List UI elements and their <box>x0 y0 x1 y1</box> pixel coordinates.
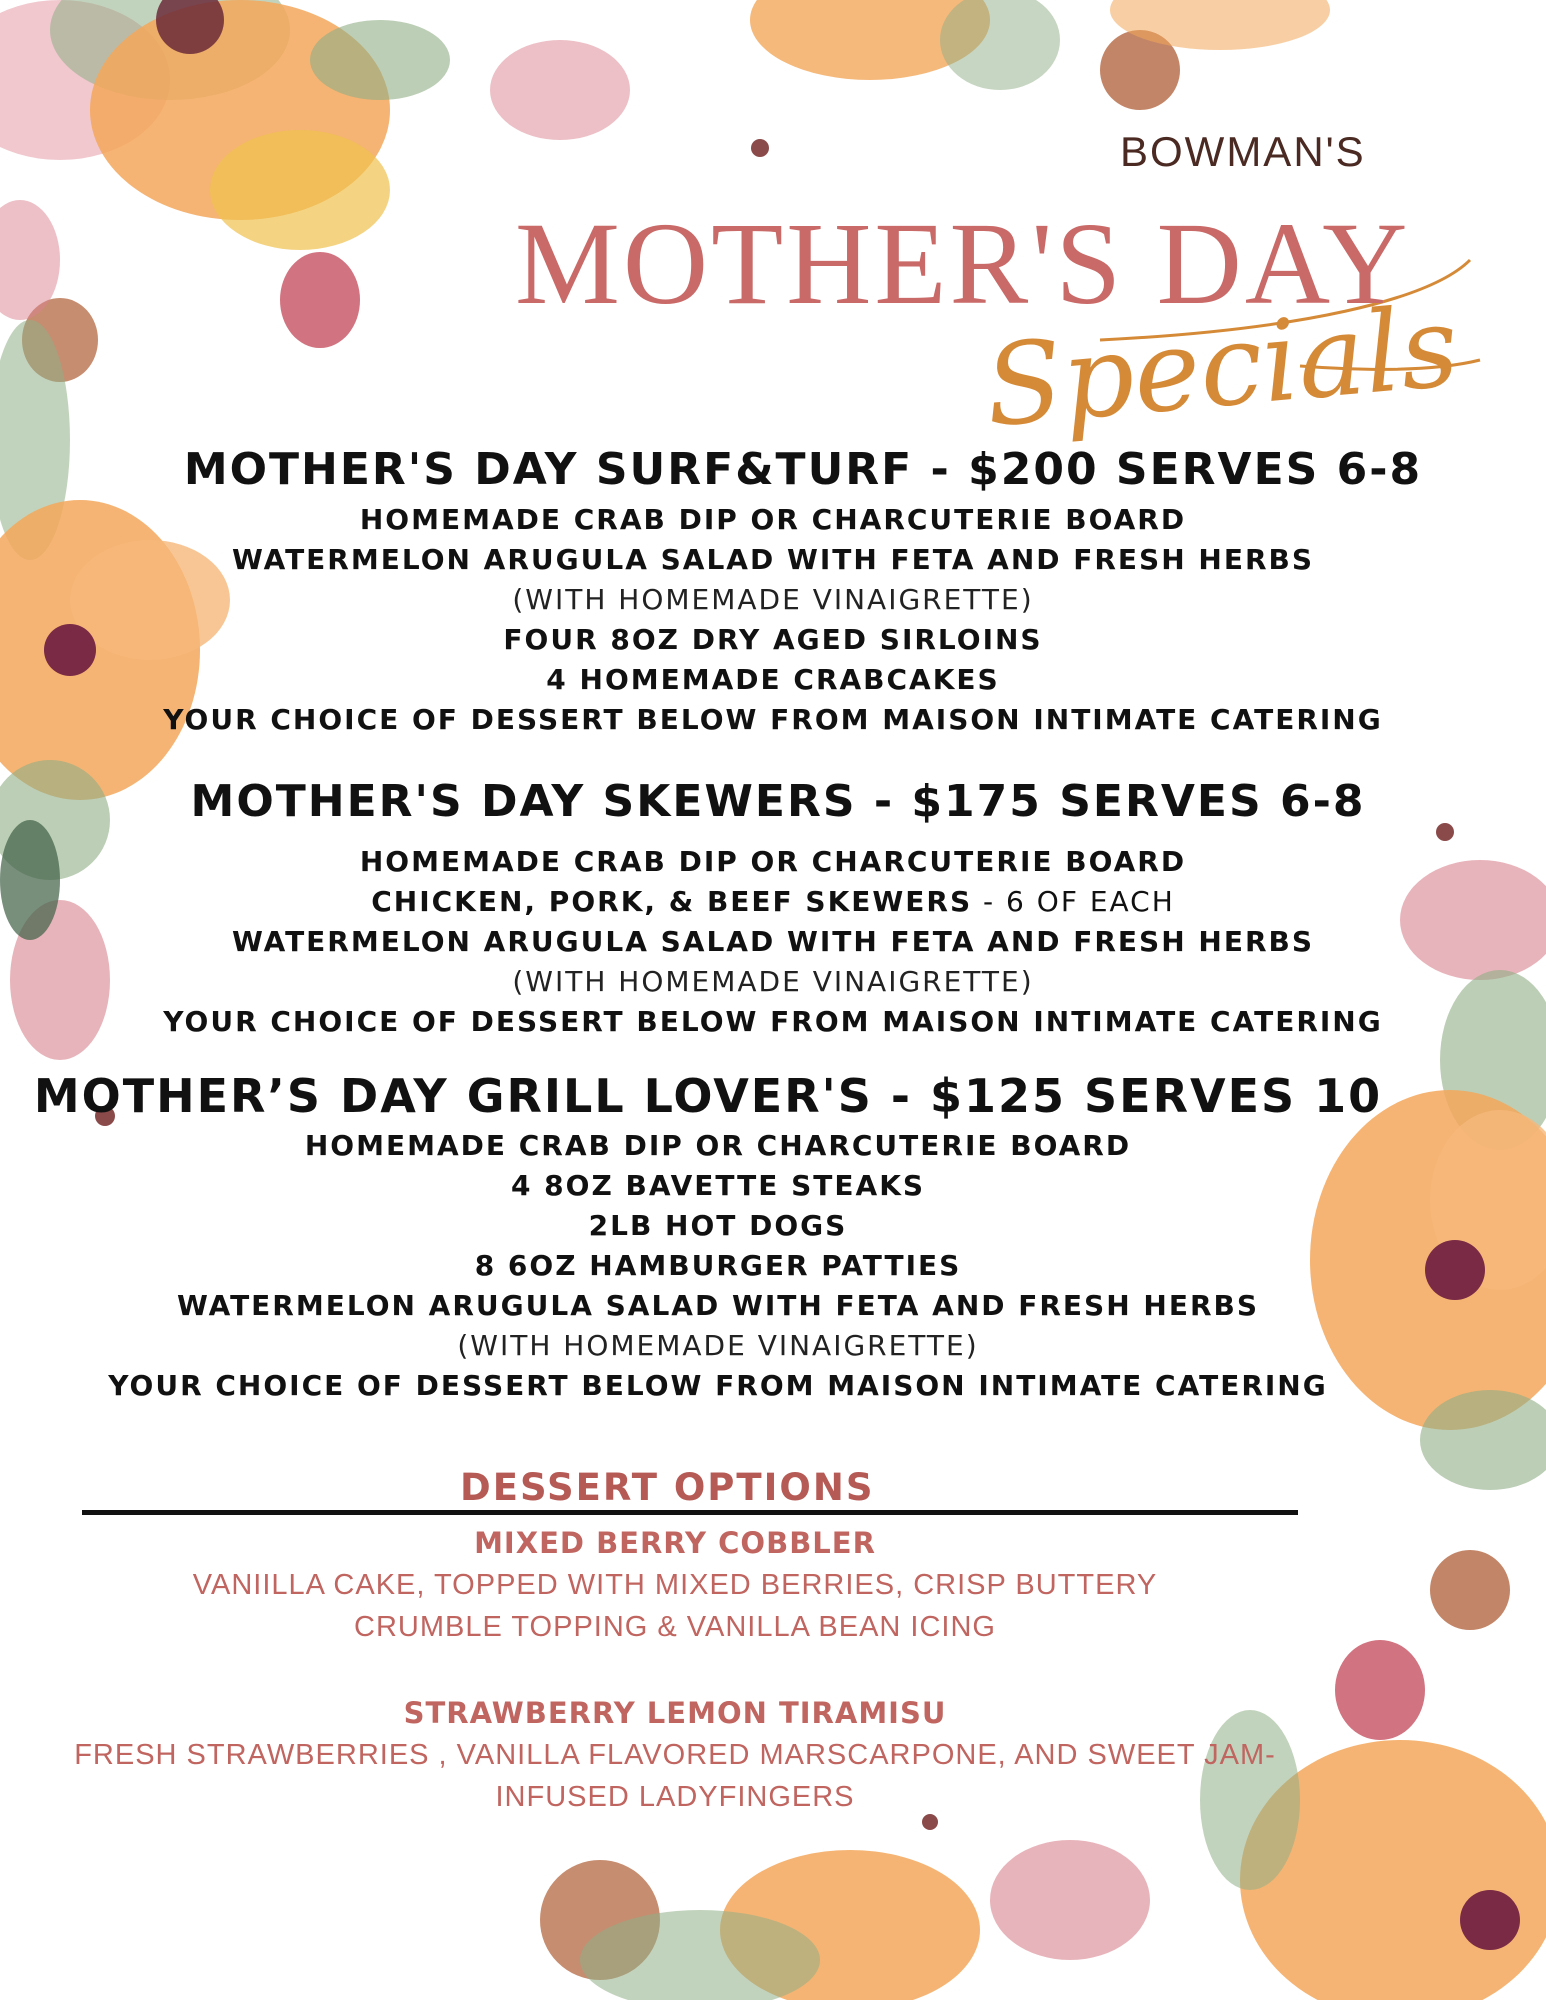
menu-item-note: (WITH HOMEMADE VINAIGRETTE) <box>457 1329 979 1362</box>
menu-item: 4 8OZ BAVETTE STEAKS <box>510 1169 926 1202</box>
menu-item: YOUR CHOICE OF DESSERT BELOW FROM MAISON INTIMATE CATERING <box>163 703 1383 736</box>
dessert-description: INFUSED LADYFINGERS <box>495 1781 855 1813</box>
menu-item-note: (WITH HOMEMADE VINAIGRETTE) <box>512 965 1034 998</box>
dessert-option <box>60 1692 1290 1818</box>
brand-name: BOWMAN'S <box>1120 128 1366 175</box>
menu-item: WATERMELON ARUGULA SALAD WITH FETA AND FRESH HERBS <box>231 925 1315 958</box>
menu-item-note: (WITH HOMEMADE VINAIGRETTE) <box>512 583 1034 616</box>
title-script: Specials <box>980 281 1464 453</box>
page-title: MOTHER'S DAY <box>515 198 1411 329</box>
menu-item: HOMEMADE CRAB DIP OR CHARCUTERIE BOARD <box>359 845 1187 878</box>
menu-item: YOUR CHOICE OF DESSERT BELOW FROM MAISON INTIMATE CATERING <box>163 1005 1383 1038</box>
dessert-description: FRESH STRAWBERRIES , VANILLA FLAVORED MARSCARPONE, AND SWEET JAM- <box>74 1739 1276 1771</box>
menu-item: WATERMELON ARUGULA SALAD WITH FETA AND FRESH HERBS <box>231 543 1315 576</box>
menu-item: WATERMELON ARUGULA SALAD WITH FETA AND FRESH HERBS <box>176 1289 1260 1322</box>
package-surf-turf <box>0 440 1546 740</box>
menu-item: FOUR 8OZ DRY AGED SIRLOINS <box>503 623 1043 656</box>
menu-item: HOMEMADE CRAB DIP OR CHARCUTERIE BOARD <box>359 503 1187 536</box>
package-title: MOTHER'S DAY SKEWERS - $175 SERVES 6-8 <box>190 776 1366 827</box>
menu-item: 2LB HOT DOGS <box>588 1209 848 1242</box>
dessert-description: CRUMBLE TOPPING & VANILLA BEAN ICING <box>354 1611 996 1643</box>
menu-item <box>0 882 1546 922</box>
dessert-name: STRAWBERRY LEMON TIRAMISU <box>403 1696 947 1730</box>
dessert-description: VANIILLA CAKE, TOPPED WITH MIXED BERRIES, CRISP BUTTERY <box>192 1569 1158 1601</box>
dessert-option <box>60 1522 1290 1648</box>
package-title: MOTHER'S DAY SURF&TURF - $200 SERVES 6-8 <box>183 444 1423 495</box>
dessert-heading: DESSERT OPTIONS <box>460 1466 875 1509</box>
package-grill-lovers <box>0 1066 1546 1406</box>
menu-item: YOUR CHOICE OF DESSERT BELOW FROM MAISON INTIMATE CATERING <box>108 1369 1328 1402</box>
menu-item: 8 6OZ HAMBURGER PATTIES <box>474 1249 962 1282</box>
dessert-name: MIXED BERRY COBBLER <box>474 1526 876 1560</box>
package-title: MOTHER’S DAY GRILL LOVER'S - $125 SERVES 10 <box>33 1069 1383 1123</box>
menu-item-qty: - 6 OF EACH <box>972 885 1175 918</box>
menu-item: HOMEMADE CRAB DIP OR CHARCUTERIE BOARD <box>304 1129 1132 1162</box>
divider <box>82 1510 1298 1515</box>
menu-item-main: CHICKEN, PORK, & BEEF SKEWERS <box>371 885 973 918</box>
menu-item: 4 HOMEMADE CRABCAKES <box>546 663 1000 696</box>
package-skewers <box>0 772 1546 1042</box>
